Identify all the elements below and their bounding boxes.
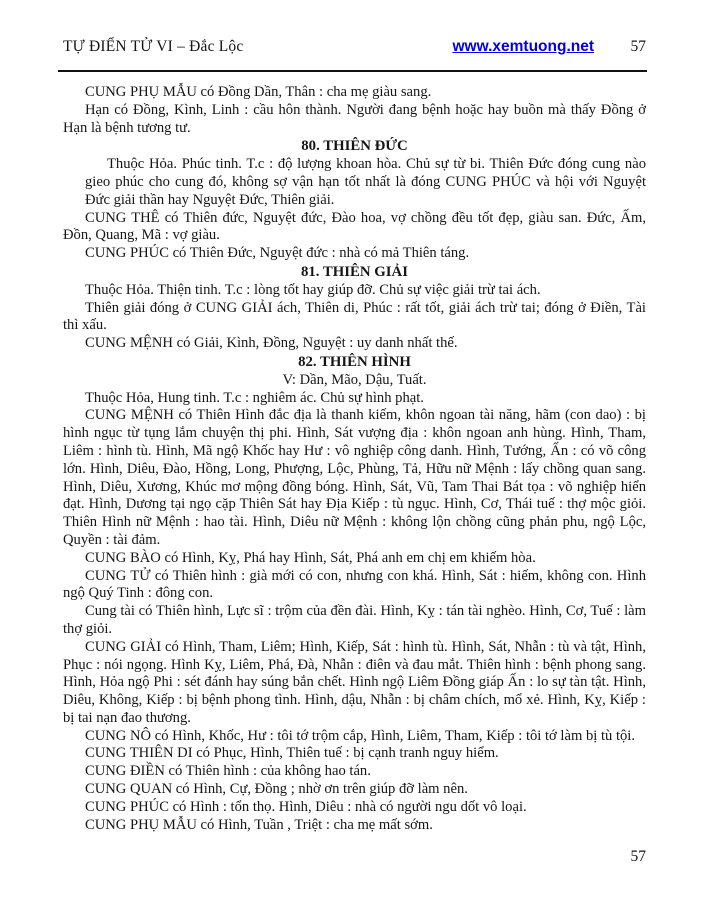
paragraph: CUNG THÊ có Thiên đức, Nguyệt đức, Đào hoa, vợ chồng đều tốt đẹp, giàu san. Đức, Ấm, Đồn, Quang, Mã : vợ giàu. xyxy=(63,209,646,244)
page-body xyxy=(63,84,646,834)
section-heading: 81. THIÊN GIẢI xyxy=(300,263,409,280)
paragraph: CUNG PHÚC có Hình : tổn thọ. Hình, Diêu : nhà có người ngu dốt vô loại. xyxy=(85,798,527,815)
paragraph: CUNG PHỤ MẪU có Đồng Dần, Thân : cha mẹ giàu sang. xyxy=(85,84,432,100)
book-title: TỰ ĐIỂN TỬ VI – Đắc Lộc xyxy=(63,38,244,55)
paragraph: Thuộc Hỏa. Thiện tinh. T.c : lòng tốt hay giúp đỡ. Chủ sự việc giải trừ tai ách. xyxy=(85,281,541,298)
section-heading: 82. THIÊN HÌNH xyxy=(298,353,411,370)
website-link[interactable]: www.xemtuong.net xyxy=(452,38,594,55)
footer-page-number: 57 xyxy=(630,848,646,865)
paragraph: CUNG PHỤ MẪU có Hình, Tuần , Triệt : cha mẹ mất sớm. xyxy=(85,816,433,833)
paragraph: CUNG PHÚC có Thiên Đức, Nguyệt đức : nhà có mả Thiên táng. xyxy=(85,245,470,262)
paragraph: CUNG GIẢI có Hình, Tham, Liêm; Hình, Kiếp, Sát : hình tù. Hình, Sát, Nhẫn : tù và tật, Hình, Phục : nói ngọng. Hình Kỵ, Liêm, Phá, Đà, Nhẫn : điên và đau mắt. Thiên hình : bệnh phong sang. Hình, Hỏa ngộ Phi : sét đánh hay súng bắn chết. Hình ngộ Liêm Đồng giáp Ấn : lo sự tàn tật. Hình, Diêu, Không, Kiếp : bị bệnh phong tình. Hình, dậu, Nhẫn : bị châm chích, mổ xẻ. Hình, Kỵ, Kiếp : bị tai nạn đao thương. xyxy=(63,638,646,726)
paragraph: CUNG MỆNH có Giải, Kình, Đồng, Nguyệt : uy danh nhất thế. xyxy=(85,335,458,352)
header-divider xyxy=(58,70,647,72)
header-page-number: 57 xyxy=(630,38,646,55)
paragraph: CUNG THIÊN DI có Phục, Hình, Thiên tuế : bị cạnh tranh nguy hiểm. xyxy=(85,745,499,762)
paragraph: CUNG ĐIỀN có Thiên hình : của không hao tán. xyxy=(85,763,371,780)
paragraph: Thiên giải đóng ở CUNG GIẢI ách, Thiên di, Phúc : rất tốt, giải ách trừ tai; đóng ở Điền, Tài thì xấu. xyxy=(63,299,646,334)
paragraph: CUNG MỆNH có Thiên Hình đắc địa là thanh kiếm, khôn ngoan tài năng, hãm (con dao) : bị hình ngục từ tụng lắm chuyện thị phi. Hình, Sát vượng địa : khôn ngoan anh hùng. Hình, Tham, Liêm : hình tù. Hình, Mã ngộ Khốc hay Hư : vô nghiệp công danh. Hình, Tướng, Ấn : có võ công lớn. Hình, Diêu, Đào, Hồng, Long, Phượng, Lộc, Phùng, Tả, Hữu nữ Mệnh : lấy chồng quan sang. Hình, Diêu, Xương, Khúc mơ mộng đồng bóng. Hình, Sát, Vũ, Tam Thai Bát tọa : võ nghiệp hiển đạt. Hình, Dương tại ngọ cặp Thiên Sát hay Địa Kiếp : tù ngục. Hình, Cơ, Thái tuế : thợ mộc giỏi. Thiên Hình nữ Mệnh : hao tài. Hình, Diêu nữ Mệnh : không lộn chồng cũng phản phu, ngộ Lộc, Quyền : tài đảm. xyxy=(63,407,646,548)
paragraph: Thuộc Hỏa. Phúc tinh. T.c : độ lượng khoan hòa. Chủ sự từ bi. Thiên Đức đóng cung nào gieo phúc cho cung đó, không sợ vận hạn tốt nhất là đóng CUNG PHÚC và hội với Nguyệt Đức giải thần hay Nguyệt Đức, Thiên giải. xyxy=(85,156,646,208)
section-heading: 80. THIÊN ĐỨC xyxy=(301,138,408,155)
paragraph: CUNG NÔ có Hình, Khốc, Hư : tôi tớ trộm cắp, Hình, Liêm, Tham, Kiếp : tôi tớ làm bị tù tội. xyxy=(85,727,636,744)
paragraph: Thuộc Hỏa, Hung tinh. T.c : nghiêm ác. Chủ sự hình phạt. xyxy=(85,389,424,406)
paragraph: Cung tài có Thiên hình, Lực sĩ : trộm của đền đài. Hình, Kỵ : tán tài nghèo. Hình, Cơ, Tuế : làm thợ giỏi. xyxy=(63,603,646,637)
paragraph: V: Dần, Mão, Dậu, Tuất. xyxy=(282,371,427,388)
paragraph: CUNG TỬ có Thiên hình : già mới có con, nhưng con khá. Hình, Sát : hiếm, không con. Hình ngộ Quý Tinh : đông con. xyxy=(63,567,646,602)
paragraph: CUNG BÀO có Hình, Kỵ, Phá hay Hình, Sát, Phá anh em chị em khiếm hòa. xyxy=(85,549,536,566)
paragraph: Hạn có Đồng, Kình, Linh : cầu hôn thành. Người đang bệnh hoặc hay buồn mà thấy Đồng ở Hạn là bệnh tương tư. xyxy=(63,101,646,136)
paragraph: CUNG QUAN có Hình, Cự, Đồng ; nhờ ơn trên giúp đỡ làm nên. xyxy=(85,781,468,798)
page-header xyxy=(63,38,646,56)
